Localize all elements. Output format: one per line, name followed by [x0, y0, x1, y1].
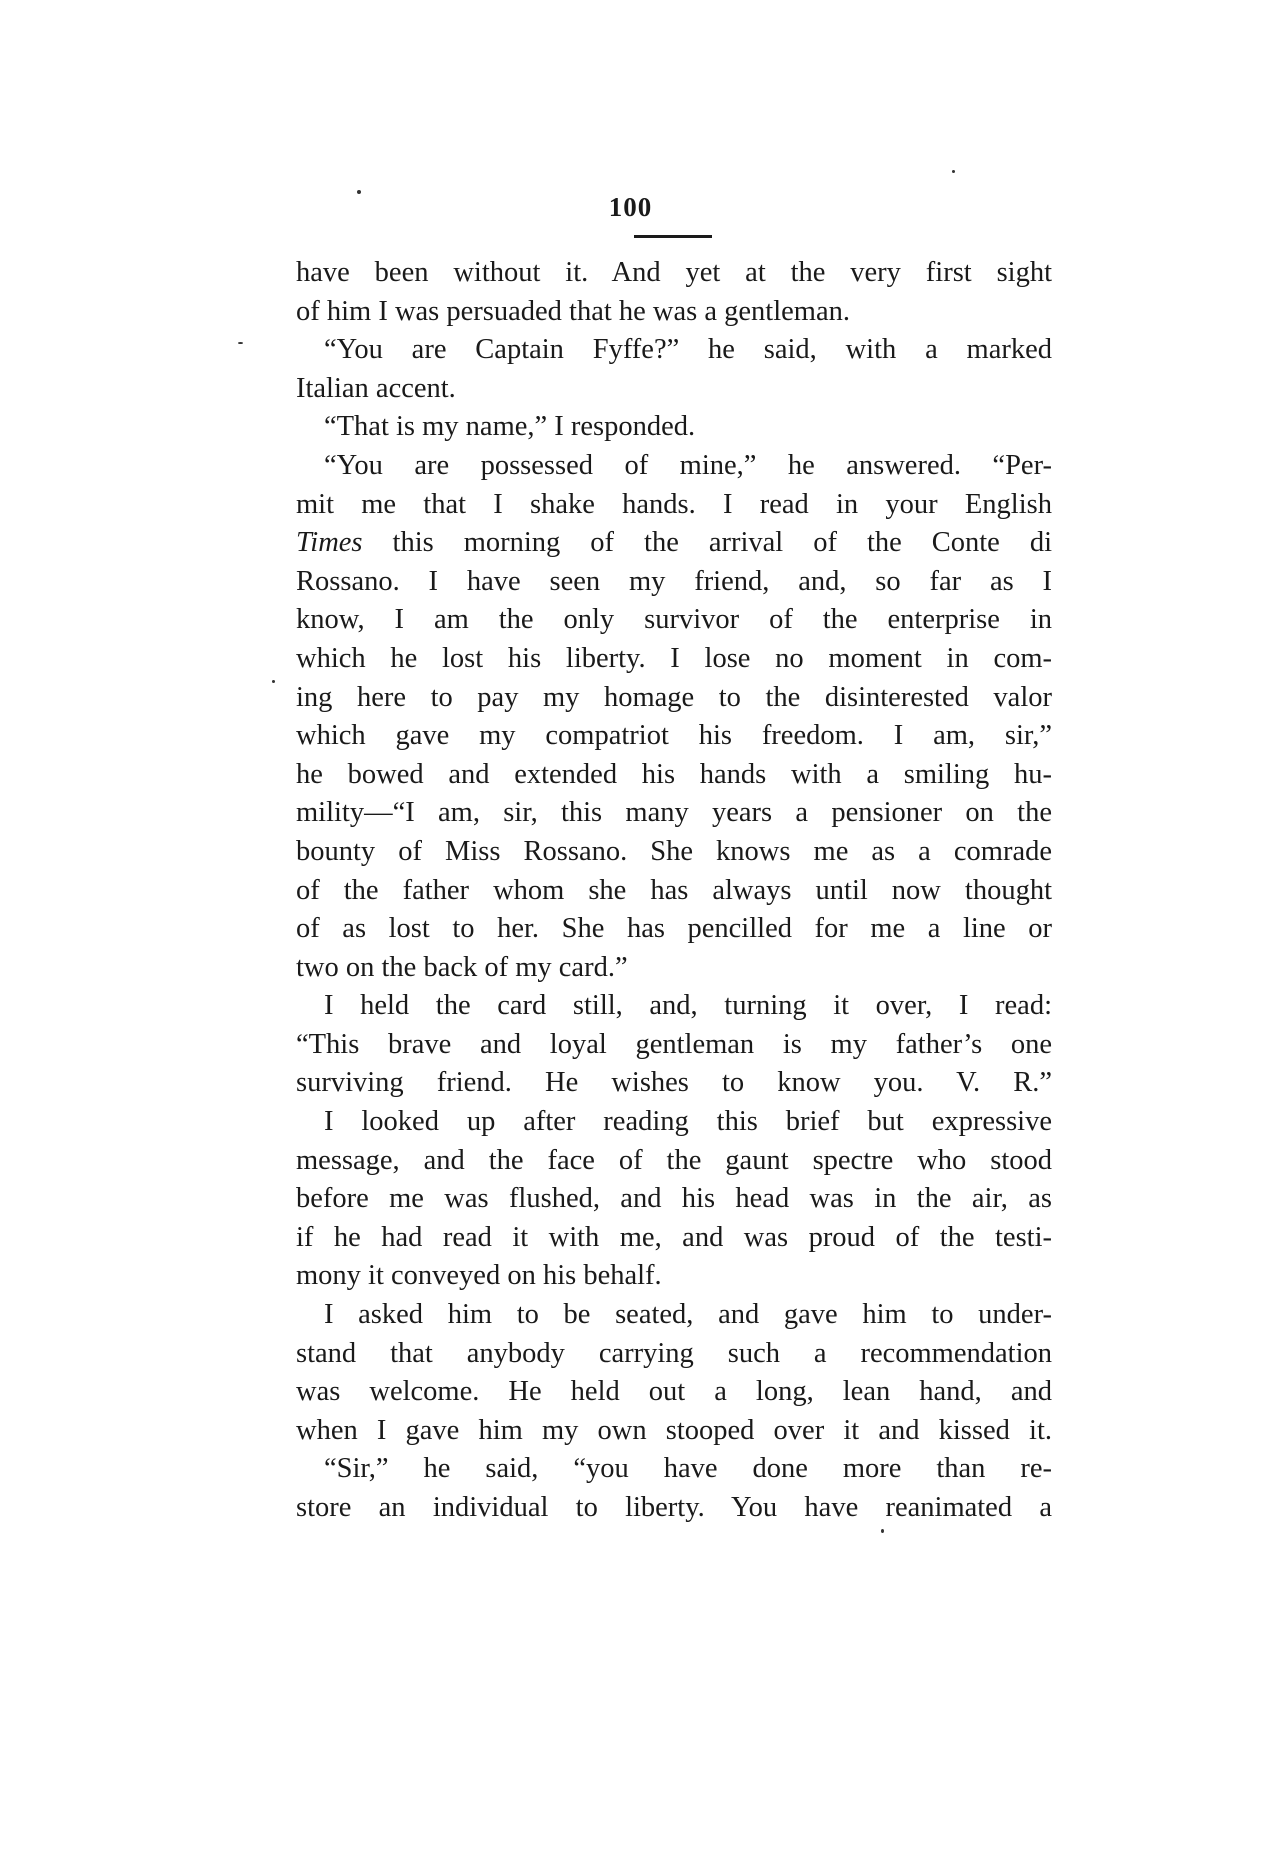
line-text: store an individual to liberty. You have reanimated a	[296, 1492, 1052, 1523]
text-line	[296, 1103, 1052, 1142]
line-text: I looked up after reading this brief but expressive	[324, 1106, 1052, 1138]
line-text: he bowed and extended his hands with a smiling hu-	[296, 758, 1052, 790]
line-text: have been without it. And yet at the very first sight	[296, 257, 1052, 288]
text-line	[296, 370, 1052, 409]
text-line	[296, 794, 1052, 833]
line-text: I asked him to be seated, and gave him to under-	[324, 1299, 1052, 1331]
text-line	[296, 293, 1052, 332]
text-line	[296, 872, 1052, 911]
text-line	[296, 1257, 1052, 1296]
page-number-rule	[634, 235, 712, 238]
line-text: which gave my compatriot his freedom. I am, sir,”	[296, 720, 1052, 752]
text-line	[296, 987, 1052, 1026]
line-text: two on the back of my card.”	[296, 951, 628, 983]
line-text: know, I am the only survivor of the enterprise in	[296, 604, 1052, 636]
print-speck	[238, 342, 243, 344]
text-line	[296, 1180, 1052, 1219]
line-text: ing here to pay my homage to the disinterested valor	[296, 681, 1052, 713]
text-line	[296, 1026, 1052, 1065]
text-line	[296, 833, 1052, 872]
text-line	[296, 1335, 1052, 1374]
text-line	[296, 1412, 1052, 1451]
line-text: Rossano. I have seen my friend, and, so far as I	[296, 565, 1052, 597]
text-line	[296, 717, 1052, 756]
text-line	[296, 1142, 1052, 1181]
text-line	[296, 949, 1052, 988]
line-text: surviving friend. He wishes to know you. V. R.”	[296, 1067, 1052, 1099]
text-line	[296, 524, 1052, 563]
text-line	[296, 1373, 1052, 1412]
line-text: “That is my name,” I responded.	[324, 411, 696, 443]
text-line	[296, 486, 1052, 525]
print-speck	[272, 680, 275, 683]
text-line	[296, 1450, 1052, 1489]
text-line	[296, 1489, 1052, 1528]
text-line	[296, 910, 1052, 949]
text-line	[296, 679, 1052, 718]
line-text: this morning of the arrival of the Conte di	[362, 527, 1052, 559]
print-speck	[952, 170, 955, 173]
text-line	[296, 601, 1052, 640]
text-line	[296, 331, 1052, 370]
line-text: “You are Captain Fyffe?” he said, with a marked	[324, 334, 1052, 366]
text-line	[296, 447, 1052, 486]
text-line	[296, 756, 1052, 795]
line-text: of the father whom she has always until now thought	[296, 874, 1052, 906]
line-text: Italian accent.	[296, 372, 456, 404]
line-text: bounty of Miss Rossano. She knows me as a comrade	[296, 835, 1052, 867]
text-line	[296, 1296, 1052, 1335]
line-text: which he lost his liberty. I lose no moment in com-	[296, 642, 1052, 674]
line-text: mony it conveyed on his behalf.	[296, 1260, 662, 1292]
line-text: was welcome. He held out a long, lean hand, and	[296, 1376, 1052, 1408]
line-text: mility—“I am, sir, this many years a pensioner on the	[296, 797, 1052, 829]
line-text: of him I was persuaded that he was a gentleman.	[296, 295, 850, 327]
line-text: mit me that I shake hands. I read in your English	[296, 488, 1052, 520]
text-line	[296, 640, 1052, 679]
line-text: “This brave and loyal gentleman is my father’s one	[296, 1028, 1052, 1060]
line-text: message, and the face of the gaunt spectre who stood	[296, 1144, 1052, 1176]
text-line	[296, 563, 1052, 602]
text-line	[296, 1064, 1052, 1103]
line-text: I held the card still, and, turning it over, I read:	[324, 990, 1052, 1022]
line-text: “Sir,” he said, “you have done more than re-	[324, 1453, 1052, 1485]
text-line	[296, 254, 1052, 293]
body-text	[296, 254, 1052, 1528]
line-text: before me was flushed, and his head was in the air, as	[296, 1183, 1052, 1215]
line-text: stand that anybody carrying such a recommendation	[296, 1337, 1052, 1369]
page-number: 100	[608, 192, 653, 222]
line-text: when I gave him my own stooped over it and kissed it.	[296, 1414, 1052, 1446]
line-text: of as lost to her. She has pencilled for me a line or	[296, 913, 1052, 945]
print-speck	[881, 1529, 884, 1533]
italic-title: Times	[296, 527, 363, 559]
text-line	[296, 1219, 1052, 1258]
line-text: “You are possessed of mine,” he answered. “Per-	[324, 449, 1052, 481]
line-text: if he had read it with me, and was proud of the testi-	[296, 1221, 1052, 1253]
text-line	[296, 408, 1052, 447]
